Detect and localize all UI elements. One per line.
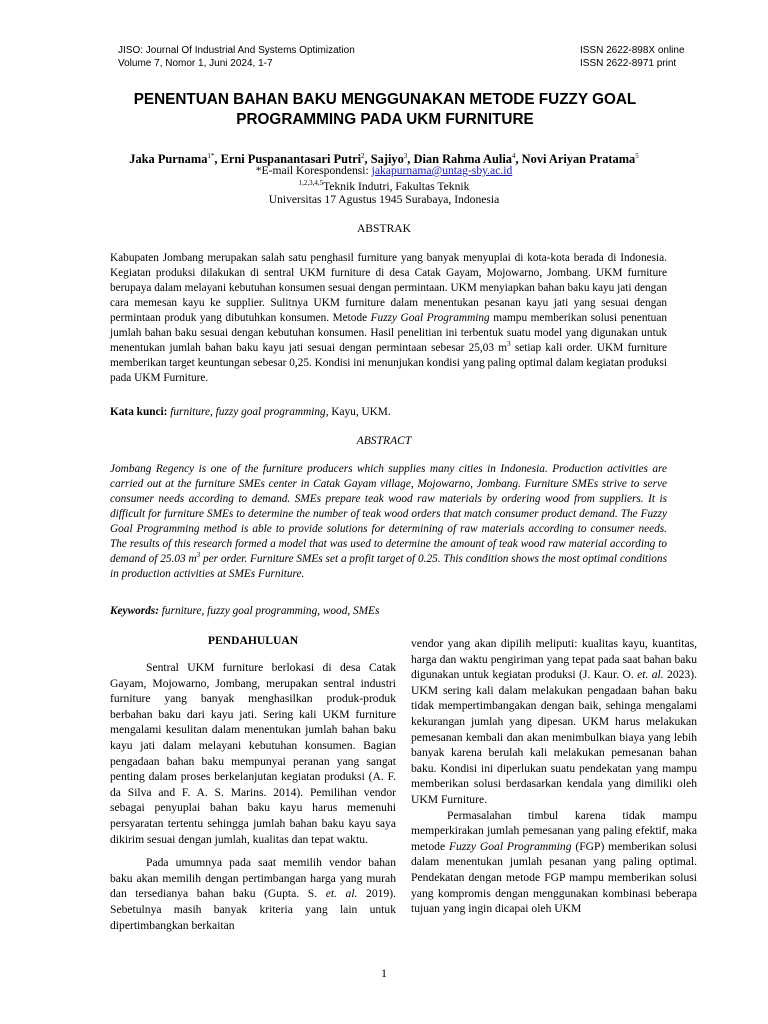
abstrak-method: Fuzzy Goal Programming <box>370 312 490 324</box>
journal-volume: Volume 7, Nomor 1, Juni 2024, 1-7 <box>118 58 273 69</box>
intro-paragraph-4 <box>411 808 697 917</box>
abstract-text-1: Jombang Regency is one of the furniture producers which supplies many cities in Indonesia. Production activities are carried out at the furniture SMEs center in Catak Gayam village, Mojowarno, Jombang. Furniture SMEs strive to serve consumer needs according to demand. SMEs prepare teak wood raw materials by ordering wood from suppliers. It is difficult for furniture SMEs to determine the number of teak wood orders that match consumer product demand. The Fuzzy Goal Programming method is able to provide solutions for determining of raw materials according to consumer needs. The results of this research formed a model that was used to determine the amount of teak wood raw material according to demand of 25.03 m <box>110 463 667 565</box>
abstrak-text-3: setiap kali order. UKM furniture memberikan target keuntungan sebesar 0,25. Kondisi ini menunjukan kondisi yang paling optimal dalam kegiatan produksi pada UKM Furniture. <box>110 342 667 384</box>
keywords-label: Keywords: <box>110 605 159 617</box>
kata-kunci-rest: Kayu, UKM. <box>328 406 391 418</box>
title-line-2: PROGRAMMING PADA UKM FURNITURE <box>236 111 534 128</box>
running-header-right <box>580 44 685 70</box>
intro-p4-method: Fuzzy Goal Programming <box>448 839 572 853</box>
intro-p3-etal: et. al. <box>637 668 664 682</box>
abstrak-text-2: mampu memberikan solusi penentuan jumlah bahan baku sesuai dengan kebutuhan konsumen. Hasil penelitian ini terbentuk suatu model yang digunakan untuk menentukan jumlah bahan baku kayu jati sesuai dengan permintaan sebesar 25,03 m <box>110 312 667 354</box>
author-3-mark: 3 <box>403 152 408 160</box>
intro-p3-text-a: vendor yang akan dipilih meliputi: kualitas kayu, kuantitas, harga dan waktu pengiriman yang tepat pada saat bahan baku digunakan untuk kegiatan produksi (J. Kaur. O. <box>411 637 697 682</box>
kata-kunci <box>110 405 667 420</box>
keywords <box>110 604 667 619</box>
university: Universitas 17 Agustus 1945 Surabaya, Indonesia <box>268 193 500 206</box>
title-line-1: PENENTUAN BAHAN BAKU MENGGUNAKAN METODE FUZZY GOAL <box>133 91 637 108</box>
abstrak-heading: ABSTRAK <box>356 222 412 235</box>
section-heading-pendahuluan: PENDAHULUAN <box>207 634 299 647</box>
corresponding-email-line <box>60 164 708 177</box>
email-link[interactable]: jakapurnama@untag-sby.ac.id <box>371 164 513 177</box>
author-list: Jaka Purnama$^{1*}$, Erni Puspanantasari Putri$^2$, Sajiyo$^3$, Dian Rahma Aulia$^4$, Novi Ariyan Pratama$^5$ <box>129 152 639 167</box>
journal-name: JISO: Journal Of Industrial And Systems Optimization <box>118 45 355 56</box>
intro-p2-text-b: 2019). Sebetulnya masih banyak kriteria yang lain untuk dipertimbangkan berkaitan <box>110 887 396 932</box>
issn-print: ISSN 2622-8971 print <box>580 58 677 69</box>
email-label: *E-mail Korespondensi: <box>255 164 372 177</box>
intro-p3-text-b: 2023). UKM sering kali dalam melakukan pengadaan bahan baku tidak mempertimbangakan dengan baik, sehinga mengalami kekurangan jumlah yang dipesan. UKM harus melakukan pemesanan kembali dan akan menimbulkan biaya yang lebih banyak karena berulah kali melakukan pemesanan bahan baku. Kondisi ini diperlukan suatu pendekatan yang mampu memberikan solusi berdasarkan kendala yang dimiliki oleh UKM Furniture. <box>411 668 697 806</box>
author-5: Novi Ariyan Pratama <box>521 152 636 167</box>
intro-right-column <box>411 636 697 917</box>
intro-p4-text-b: (FGP) memberikan solusi dalam menentukan jumlah pesanan yang paling optimal. Pendekatan dengan metode FGP mampu memberikan solusi yang kompromis dengan menggunakan kombinasi beberapa tujuan yang ingin dicapai oleh UKM <box>411 839 697 916</box>
abstract-unit-sup: 3 <box>196 551 201 560</box>
author-2: Erni Puspanantasari Putri <box>220 152 362 167</box>
keywords-text: furniture, fuzzy goal programming, wood, SMEs <box>158 605 380 617</box>
abstrak-body <box>110 251 667 386</box>
affiliation-marks: 1,2,3,4,5 <box>298 179 324 187</box>
intro-p2-text-a: Pada umumnya pada saat memilih vendor bahan baku akan memilih dengan pertimbangan harga yang murah dan tersedianya bahan baku (Gupta. S. <box>110 856 396 901</box>
author-4: Dian Rahma Aulia <box>413 152 512 167</box>
issn-online: ISSN 2622-898X online <box>580 45 685 56</box>
abstract-heading: ABSTRACT <box>356 434 412 447</box>
abstrak-unit-sup: 3 <box>507 340 511 349</box>
intro-paragraph-1: Sentral UKM furniture berlokasi di desa Catak Gayam, Mojowarno, Jombang, merupakan sentral industri furniture yang banyak menghasilkan produk-produk berbahan baku dari kayu jati. Sering kali UKM furniture mengalami kesulitan dalam menentukan jumlah bahan baku kayu jati dalam melayani kebutuhan konsumen. Bagian pengadaan bahan baku mempunyai peranan yang sangat penting dalam proses berkelanjutan kegiatan produksi (A. F. da Silva and F. A. S. Marins. 2014). Pemilihan vendor sebagai penyuplai bahan baku kayu harus memenuhi persyaratan tertentu sehingga jumlah bahan baku kayu saya dikirim sesuai dengan jumlah, kualitas dan tepat waktu. <box>110 661 396 846</box>
abstract-body <box>110 462 667 582</box>
paper-title <box>90 90 680 130</box>
intro-left-column <box>110 660 396 933</box>
running-header-left <box>118 44 355 70</box>
author-4-mark: 4 <box>511 152 516 160</box>
author-1-mark: 1* <box>207 152 215 160</box>
affiliation: Teknik Indutri, Fakultas Teknik <box>323 179 470 193</box>
author-5-mark: 5 <box>635 152 639 160</box>
author-3: Sajiyo <box>370 152 404 167</box>
page-number: 1 <box>381 966 387 980</box>
affiliation-line <box>60 179 708 193</box>
intro-p4-text-a: Permasalahan timbul karena tidak mampu memperkirakan jumlah pemesanan yang paling efektif, maka metode <box>411 808 697 853</box>
abstrak-text-1: Kabupaten Jombang merupakan salah satu penghasil furniture yang banyak menyuplai di kota-kota berada di Indonesia. Kegiatan produksi dilakukan di sentral UKM furniture di desa Catak Gayam, Mojowarno, Jombang. UKM furniture berupaya dalam melayani kebutuhan konsumen sesuai dengan permintaan. UKM menyiapkan bahan baku kayu jati dengan cara memesan kayu ke supplier. Sulitnya UKM furniture dalam menentukan pesanan kayu jati yang sesuai dengan permintaan produk yang dibutuhkan konsumen. Metode <box>110 252 667 324</box>
intro-paragraph-2 <box>110 855 396 933</box>
abstract-text-2: per order. Furniture SMEs set a profit target of 0.25. This condition shows the most optimal conditions in production activities at SMEs Furniture. <box>110 553 667 580</box>
kata-kunci-italic: furniture, fuzzy goal programming, <box>167 406 329 418</box>
author-1: Jaka Purnama <box>129 152 208 167</box>
kata-kunci-label: Kata kunci: <box>110 406 168 418</box>
intro-p2-etal: et. al. <box>325 887 358 901</box>
intro-paragraph-3 <box>411 636 697 808</box>
author-2-mark: 2 <box>361 152 365 160</box>
